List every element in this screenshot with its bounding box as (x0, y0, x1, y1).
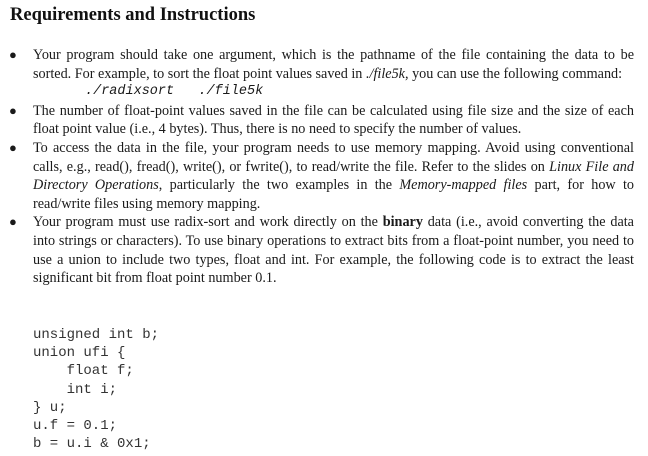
bullet-icon: ● (9, 139, 17, 155)
code-line: } u; (33, 399, 67, 416)
code-line: b = u.i & 0x1; (33, 436, 151, 453)
code-line: unsigned int b; (33, 327, 160, 343)
item-text: , you can use the following command: (404, 65, 623, 82)
command-example: ./radixsort ./file5k (85, 84, 264, 100)
bullet-icon: ● (9, 214, 17, 230)
list-item (0, 102, 648, 139)
code-line: union ufi { (33, 345, 126, 362)
code-line: int i; (33, 381, 118, 398)
code-line: u.f = 0.1; (33, 418, 118, 435)
list-item (0, 213, 648, 287)
list-item (0, 139, 648, 213)
file-path-italic: ./file5k (365, 65, 405, 82)
section-heading: Requirements and Instructions (10, 5, 256, 25)
list-item (0, 46, 648, 102)
item-text: To access the data in the file, your program needs to use memory mapping. Avoid using conventional calls, e.g., read(), fread(), write(), or fwrite(), to read/write the file. Refer to the slides on (33, 139, 634, 175)
code-line: float f; (33, 363, 134, 380)
item-text: part, for how to read/write files using memory mapping. (33, 177, 634, 212)
requirements-list (0, 46, 648, 288)
item-text: data (i.e., avoid converting the data into strings or characters). To use binary operations to extract bits from a float-point number, you need to use a union to include two types, float and int. For example, the following code is to extract the least significant bit from float point number 0.1. (33, 214, 634, 287)
item-text: , particularly the two examples in the (158, 177, 400, 194)
binary-bold: binary (382, 214, 423, 231)
item-text: Your program must use radix-sort and work directly on the (33, 214, 383, 231)
example-title-italic: Memory-mapped files (399, 177, 528, 194)
item-text: The number of float-point values saved in the file can be calculated using file size and the size of each float point value (i.e., 4 bytes). Thus, there is no need to specify the number of values. (33, 102, 634, 138)
slides-title-italic: Linux File and Directory Operations (33, 158, 634, 194)
bullet-icon: ● (9, 102, 17, 118)
bullet-icon: ● (9, 47, 17, 62)
item-text: Your program should take one argument, which is the pathname of the file containing the data to be sorted. For example, to sort the float point values saved in (33, 47, 634, 82)
code-block (33, 326, 159, 453)
